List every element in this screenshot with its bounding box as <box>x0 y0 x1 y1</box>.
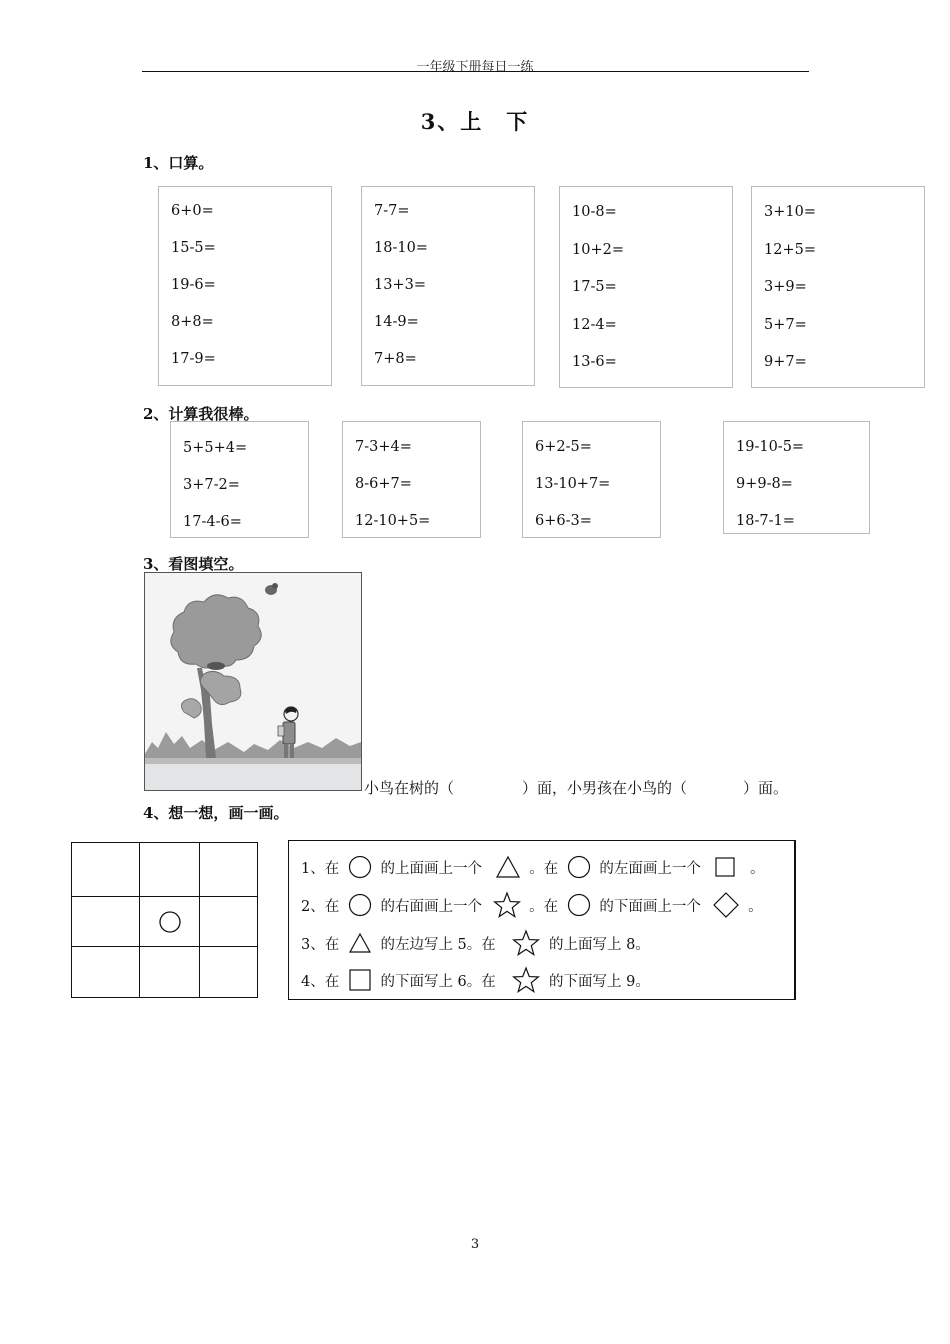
oral-calc-item: 3+10= <box>764 204 816 220</box>
oral-calc-item: 13+3= <box>374 277 426 293</box>
calc-item: 6+6-3= <box>535 513 592 529</box>
instruction-text: 的下面画上一个 <box>599 898 701 915</box>
oral-calc-item: 15-5= <box>171 240 216 256</box>
instruction-text: 的下面写上 9。 <box>549 973 650 990</box>
instruction-text: 3、在 <box>301 936 340 953</box>
calc-item: 5+5+4= <box>183 440 248 456</box>
oral-calc-item: 14-9= <box>374 314 419 330</box>
oral-calc-item: 10-8= <box>572 204 617 220</box>
fill-in-sentence <box>364 777 788 798</box>
instruction-text: 的下面写上 6。在 <box>380 973 496 990</box>
oral-calc-box-4 <box>751 186 925 388</box>
calc-box-3 <box>522 421 661 538</box>
oral-calc-item: 5+7= <box>764 317 807 333</box>
calc-item: 6+2-5= <box>535 439 592 455</box>
calc-item: 8-6+7= <box>355 476 412 492</box>
instruction-text: 。在 <box>529 898 559 915</box>
lesson-title: 3、上 下 <box>420 109 530 134</box>
drawing-grid <box>71 842 258 998</box>
instruction-text: 。 <box>748 898 763 915</box>
calc-item: 7-3+4= <box>355 439 412 455</box>
oral-calc-box-2 <box>361 186 535 386</box>
instruction-text: 4、在 <box>301 973 340 990</box>
oral-calc-box-1 <box>158 186 332 386</box>
calc-item: 12-10+5= <box>355 513 431 529</box>
square-icon <box>714 856 736 878</box>
oral-calc-item: 10+2= <box>572 242 624 258</box>
calc-item: 13-10+7= <box>535 476 611 492</box>
section3-heading: 3、看图填空。 <box>143 555 244 573</box>
instruction-text: 。在 <box>529 860 559 877</box>
calc-box-1 <box>170 421 309 538</box>
diamond-icon <box>712 891 740 919</box>
page-number: 3 <box>470 1237 480 1252</box>
oral-calc-box-3 <box>559 186 733 388</box>
oral-calc-item: 18-10= <box>374 240 428 256</box>
star-icon <box>493 891 521 919</box>
instruction-line-4 <box>301 966 650 994</box>
calc-item: 17-4-6= <box>183 514 242 530</box>
grid-cell[interactable] <box>72 843 140 897</box>
circle-icon <box>348 855 372 879</box>
oral-calc-item: 8+8= <box>171 314 214 330</box>
calc-item: 18-7-1= <box>736 513 795 529</box>
instruction-text: 的左面画上一个 <box>599 860 701 877</box>
tree-bird-boy-illustration <box>144 572 362 791</box>
triangle-icon <box>495 855 521 879</box>
calc-item: 9+9-8= <box>736 476 793 492</box>
star-icon <box>512 929 540 957</box>
sentence-part-3: ）面。 <box>743 779 789 797</box>
sentence-part-2: ）面，小男孩在小鸟的（ <box>522 779 688 797</box>
instruction-line-2 <box>301 891 763 919</box>
instruction-line-1 <box>301 855 765 879</box>
square-icon <box>348 968 372 992</box>
instruction-text: 的上面写上 8。 <box>549 936 650 953</box>
instruction-text: 1、在 <box>301 860 340 877</box>
oral-calc-item: 12-4= <box>572 317 617 333</box>
grid-cell[interactable] <box>200 897 258 947</box>
grid-cell[interactable] <box>72 947 140 998</box>
instruction-text: 的右面画上一个 <box>380 898 482 915</box>
circle-icon <box>348 893 372 917</box>
grid-cell[interactable] <box>200 843 258 897</box>
oral-calc-item: 17-5= <box>572 279 617 295</box>
section1-heading: 1、口算。 <box>143 154 214 172</box>
star-icon <box>512 966 540 994</box>
oral-calc-item: 3+9= <box>764 279 807 295</box>
circle-icon <box>158 910 182 934</box>
instruction-text: 的左边写上 5。在 <box>380 936 496 953</box>
oral-calc-item: 19-6= <box>171 277 216 293</box>
calc-item: 19-10-5= <box>736 439 805 455</box>
instruction-text: 的上面画上一个 <box>380 860 482 877</box>
circle-icon <box>567 855 591 879</box>
oral-calc-item: 17-9= <box>171 351 216 367</box>
grid-cell-center[interactable] <box>140 897 200 947</box>
grid-cell[interactable] <box>72 897 140 947</box>
oral-calc-item: 7+8= <box>374 351 417 367</box>
instruction-line-3 <box>301 929 650 957</box>
oral-calc-item: 7-7= <box>374 203 410 219</box>
header-rule <box>142 71 809 72</box>
sentence-part-1: 小鸟在树的（ <box>364 779 455 797</box>
triangle-icon <box>348 932 372 954</box>
instruction-box <box>288 840 796 1000</box>
grid-cell[interactable] <box>140 843 200 897</box>
calc-box-2 <box>342 421 481 538</box>
calc-item: 3+7-2= <box>183 477 240 493</box>
page-header: 一年级下册每日一练 <box>416 60 534 75</box>
oral-calc-item: 6+0= <box>171 203 214 219</box>
instruction-text: 2、在 <box>301 898 340 915</box>
grid-cell[interactable] <box>200 947 258 998</box>
calc-box-4 <box>723 421 870 534</box>
oral-calc-item: 12+5= <box>764 242 816 258</box>
section4-heading: 4、想一想，画一画。 <box>143 804 289 822</box>
oral-calc-item: 13-6= <box>572 354 617 370</box>
grid-cell[interactable] <box>140 947 200 998</box>
oral-calc-item: 9+7= <box>764 354 807 370</box>
section2-heading: 2、计算我很棒。 <box>143 405 259 423</box>
instruction-text: 。 <box>750 860 765 877</box>
circle-icon <box>567 893 591 917</box>
